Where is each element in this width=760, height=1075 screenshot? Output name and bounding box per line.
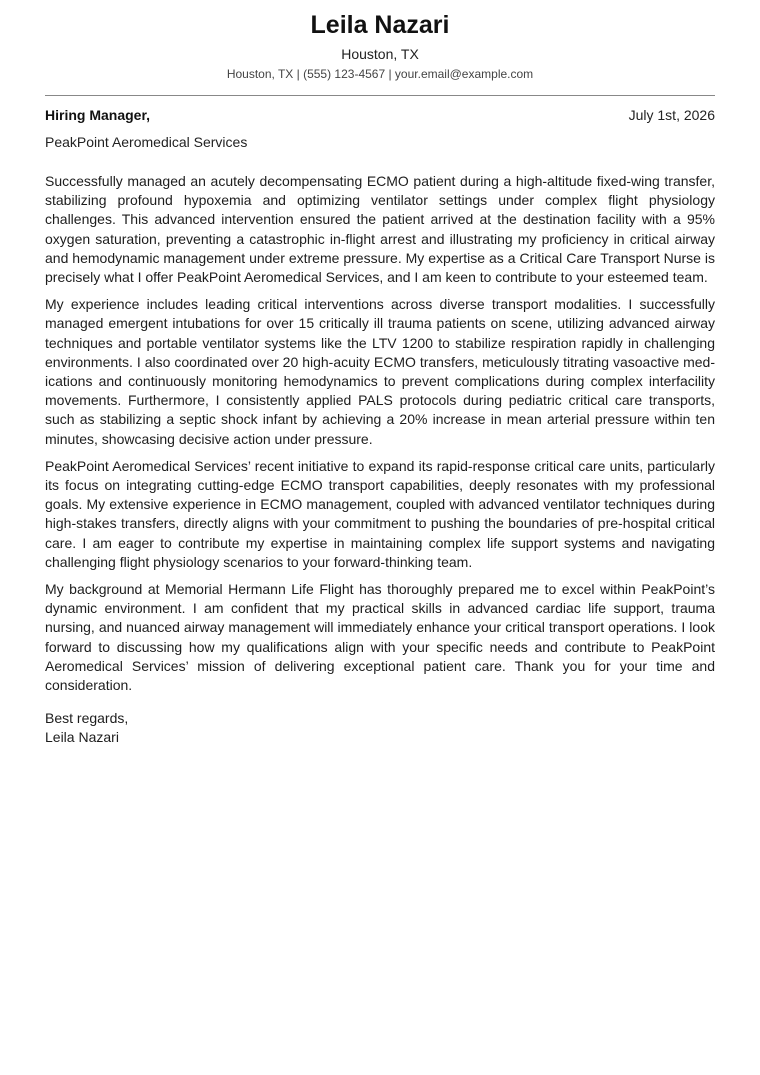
applicant-location: Houston, TX	[341, 46, 419, 62]
body-paragraph-1: Successfully managed an acutely decompensating ECMO patient during a high-altitude fixed-wing transfer, stabilizing profound hypoxemia and optimizing ventilator settings under complex flight physiology challenges. This advanced intervention ensured the patient arrived at the destination facility with a 95% oxygen saturation, preventing a catastrophic in-flight arrest and illustrating my proficiency in critical airway and hemodynamic management under extreme pressure. My expertise as a Critical Care Transport Nurse is precisely what I offer PeakPoint Aeromedical Services, and I am keen to contribute to your esteemed team.	[45, 173, 715, 286]
recipient-salutation: Hiring Manager,	[45, 107, 151, 123]
closing-salutation: Best regards,	[45, 710, 129, 727]
applicant-name: Leila Nazari	[310, 11, 450, 39]
letter-body	[45, 172, 715, 695]
letter-date: July 1st, 2026	[628, 107, 715, 123]
body-paragraph-2: My experience includes leading critical interventions across diverse transport modalities. I successfully managed emergent intubations for over 15 critically ill trauma patients on scene, utilizing advanced airway techniques and portable ventilator systems like the LTV 1200 to stabilize respiration rapidly in challenging environments. I also coordinated over 20 high-acuity ECMO transfers, meticulously titrating vasoactive medications and continuously monitoring hemodynamics to prevent complications during complex interfacility movements. Furthermore, I consistently applied PALS protocols during pediatric critical care transports, such as stabilizing a septic shock infant by achieving a 20% increase in mean arterial pressure within ten minutes, showcasing decisive action under pressure.	[45, 296, 715, 447]
letter-closing	[45, 709, 715, 747]
recipient-date-row	[45, 106, 715, 124]
body-paragraph-4: My background at Memorial Hermann Life Flight has thoroughly prepared me to excel within PeakPoint’s dynamic environment. I am confident that my practical skills in advanced cardiac life support, trauma nursing, and nuanced airway management will immediately enhance your critical transport operations. I look forward to discussing how my qualifications align with your specific needs and contribute to PeakPoint Aeromedical Services’ mission of delivering exceptional patient care. Thank you for your time and consideration.	[45, 581, 715, 694]
letter-header	[45, 0, 715, 82]
applicant-contact-line: Houston, TX | (555) 123-4567 | your.email@example.com	[226, 67, 534, 81]
closing-signature: Leila Nazari	[45, 729, 119, 746]
header-divider	[45, 95, 715, 96]
body-paragraph-3: PeakPoint Aeromedical Services’ recent initiative to expand its rapid-response critical care units, particularly its focus on integrating cutting-edge ECMO transport capabilities, deeply resonates with my professional goals. My extensive experience in ECMO management, coupled with advanced ventilator techniques during high-stakes transfers, directly aligns with your commitment to pushing the boundaries of pre-hospital critical care. I am eager to contribute my expertise in maintaining complex life support systems and navigating challenging flight physiology scenarios to your forward-thinking team.	[45, 457, 715, 570]
recipient-company: PeakPoint Aeromedical Services	[45, 134, 248, 150]
